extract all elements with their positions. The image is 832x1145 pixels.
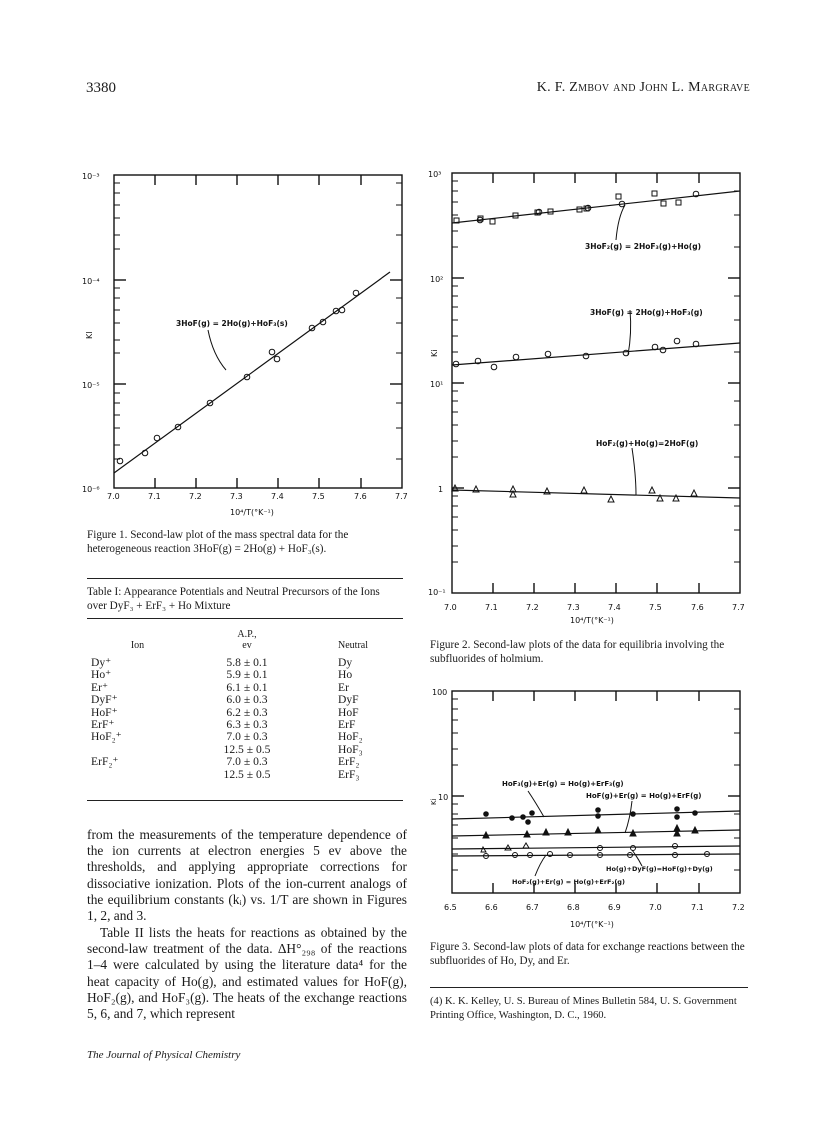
col-header-ap-line1: A.P., (237, 629, 257, 640)
figure-2-caption: Figure 2. Second-law plots of the data for equilibria involving the subfluorides of holmium. (430, 639, 725, 665)
fig1-ytick-label: 10⁻⁴ (82, 277, 100, 286)
table-header-rule (87, 618, 403, 619)
fig3-xtick-label: 7.0 (649, 903, 662, 912)
col-header-ap (186, 628, 308, 657)
journal-name: The Journal of Physical Chemistry (87, 1049, 241, 1061)
cell-ap: 7.0 ± 0.3 (226, 730, 268, 744)
cell-ion: HoF⁺ (91, 705, 118, 719)
fig2-xlabel: 10⁴/T(°K⁻¹) (570, 616, 614, 625)
table-top-rule (87, 578, 403, 579)
fig3-annotation-4: HoF₂(g)+Er(g) = Ho(g)+ErF₂(g) (512, 878, 625, 886)
page-number: 3380 (86, 80, 116, 96)
fig2-annotation-1: 3HoF₂(g) = 2HoF₃(g)+Ho(g) (585, 242, 702, 251)
running-head-authors: K. F. Zmbov and John L. Margrave (536, 80, 750, 95)
fig2-xtick-label: 7.1 (485, 603, 498, 612)
cell-ion: Er⁺ (91, 680, 109, 694)
cell-ion: Dy⁺ (91, 656, 112, 669)
cell-ap: 5.8 ± 0.1 (226, 656, 268, 669)
cell-ap: 12.5 ± 0.5 (223, 767, 271, 781)
cell-ap: 6.1 ± 0.1 (226, 680, 268, 694)
fig2-annotation-2: 3HoF(g) = 2Ho(g)+HoF₃(g) (590, 308, 703, 317)
table-row (89, 756, 389, 768)
fig1-xtick-label: 7.0 (107, 492, 120, 501)
fig1-xtick-label: 7.1 (148, 492, 161, 501)
fig3-ylabel: Ki (430, 798, 438, 805)
table-header-row (89, 628, 389, 657)
cell-neutral: HoF (338, 705, 359, 719)
fig1-xtick-label: 7.5 (312, 492, 325, 501)
table-row (89, 669, 389, 681)
cell-ion: Ho⁺ (91, 668, 112, 682)
fig1-xtick-label: 7.3 (230, 492, 243, 501)
fig1-xlabel: 10⁴/T(°K⁻¹) (230, 508, 274, 517)
body-paragraph-2: Table II lists the heats for reactions as obtained by the second-law treatment of the data. ΔH°₂₉₈ of the reactions 1–4 were calculated by using the literature data⁴ for the heat capacity of Ho(g), and estimated values for HoF(g), HoF₂(g), and HoF₃(g). The heats of the exchange reactions 5, 6, and 7, which represent (87, 925, 407, 1022)
fig1-ytick-label: 10⁻⁶ (82, 485, 100, 494)
cell-neutral: ErF (338, 718, 356, 732)
table-1-title: Table I: Appearance Potentials and Neutral Precursors of the Ions over DyF₃ + ErF₃ + Ho Mixture (87, 586, 380, 612)
fig2-xtick-label: 7.2 (526, 603, 539, 612)
fig3-xlabel: 10⁴/T(°K⁻¹) (570, 920, 614, 929)
fig3-ytick-label: 10 (438, 793, 449, 802)
cell-neutral: DyF (338, 693, 359, 707)
fig1-xtick-label: 7.6 (354, 492, 367, 501)
fig2-ylabel: Ki (430, 349, 439, 357)
fig3-annotation-3: Ho(g)+DyF(g)=HoF(g)+Dy(g) (606, 865, 713, 873)
fig2-ytick-label: 10⁻¹ (428, 588, 446, 597)
cell-ap: 6.0 ± 0.3 (226, 693, 268, 707)
fig1-xtick-label: 7.2 (189, 492, 202, 501)
footnote: (4) K. K. Kelley, U. S. Bureau of Mines Bulletin 584, U. S. Government Printing Office, Washington, D. C., 1960. (430, 996, 737, 1021)
fig2-xtick-label: 7.4 (608, 603, 621, 612)
cell-neutral: Dy (338, 656, 353, 669)
fig2-annotation-3: HoF₂(g)+Ho(g)=2HoF(g) (596, 439, 699, 448)
fig2-ytick-label: 10³ (428, 170, 442, 179)
col-header-ap-line2: ev (242, 640, 252, 651)
fig3-xtick-label: 6.5 (444, 903, 457, 912)
col-header-neutral: Neutral (338, 640, 368, 651)
fig1-xtick-label: 7.7 (395, 492, 408, 501)
table-bottom-rule (87, 800, 403, 801)
cell-neutral: ErF₂ (338, 755, 360, 769)
cell-ion: ErF₂⁺ (91, 755, 119, 769)
fig1-xtick-label: 7.4 (271, 492, 284, 501)
fig2-xtick-label: 7.5 (649, 603, 662, 612)
figure-2-plot (420, 165, 765, 625)
figure-3-plot (420, 683, 765, 933)
fig3-xtick-label: 7.1 (691, 903, 704, 912)
fig2-xtick-label: 7.0 (444, 603, 457, 612)
cell-ap: 6.2 ± 0.3 (226, 705, 268, 719)
cell-ion: HoF₂⁺ (91, 730, 122, 744)
cell-neutral: Ho (338, 668, 353, 682)
figure-3-caption: Figure 3. Second-law plots of data for exchange reactions between the subfluorides of Ho, Dy, and Er. (430, 941, 745, 967)
cell-neutral: HoF₃ (338, 742, 363, 756)
footnote-rule (430, 987, 748, 988)
cell-ion (89, 769, 186, 781)
cell-ion: DyF⁺ (91, 693, 118, 707)
fig2-ytick-label: 1 (438, 485, 444, 494)
table-row (89, 731, 389, 743)
fig3-annotation-1: HoF₃(g)+Er(g) = Ho(g)+ErF₃(g) (502, 780, 624, 788)
cell-ap: 12.5 ± 0.5 (223, 742, 271, 756)
fig3-xtick-label: 6.8 (567, 903, 580, 912)
fig2-ytick-label: 10² (430, 275, 444, 284)
fig3-annotation-2: HoF(g)+Er(g) = Ho(g)+ErF(g) (586, 792, 702, 800)
fig1-ytick-label: 10⁻³ (82, 172, 100, 181)
fig3-xtick-label: 6.6 (485, 903, 498, 912)
fig2-xtick-label: 7.6 (691, 603, 704, 612)
body-paragraph-1: from the measurements of the temperature dependence of the ion currents at electron energies 5 ev above the thresholds, and applying appropriate corrections for dissociative ionization. Plots of the ion-current analogs of the equilibrium constants (kᵢ) vs. 1/T are shown in Figures 1, 2, and 3. (87, 827, 407, 924)
fig2-xtick-label: 7.3 (567, 603, 580, 612)
table-1 (89, 628, 389, 781)
fig3-xtick-label: 6.7 (526, 903, 539, 912)
fig1-ytick-label: 10⁻⁵ (82, 381, 100, 390)
cell-neutral: Er (338, 680, 349, 694)
fig3-xtick-label: 7.2 (732, 903, 745, 912)
cell-ap: 7.0 ± 0.3 (226, 755, 268, 769)
figure-1-plot (80, 165, 410, 520)
fig3-ytick-label: 100 (432, 688, 448, 697)
fig1-annotation: 3HoF(g) = 2Ho(g)+HoF₃(s) (176, 319, 288, 328)
cell-ap: 6.3 ± 0.3 (226, 718, 268, 732)
table-row (89, 694, 389, 706)
fig2-xtick-label: 7.7 (732, 603, 745, 612)
cell-ion: ErF⁺ (91, 718, 115, 732)
col-header-ion: Ion (130, 640, 145, 651)
cell-neutral: ErF₃ (338, 767, 360, 781)
fig3-xtick-label: 6.9 (608, 903, 621, 912)
table-row (89, 769, 389, 781)
fig2-ytick-label: 10¹ (430, 380, 444, 389)
fig1-ylabel: Kl (85, 331, 94, 339)
figure-1-caption: Figure 1. Second-law plot of the mass spectral data for the heterogeneous reaction 3HoF(g) = 2Ho(g) + HoF₃(s). (87, 529, 349, 555)
cell-ap: 5.9 ± 0.1 (226, 668, 268, 682)
cell-neutral: HoF₂ (338, 730, 363, 744)
